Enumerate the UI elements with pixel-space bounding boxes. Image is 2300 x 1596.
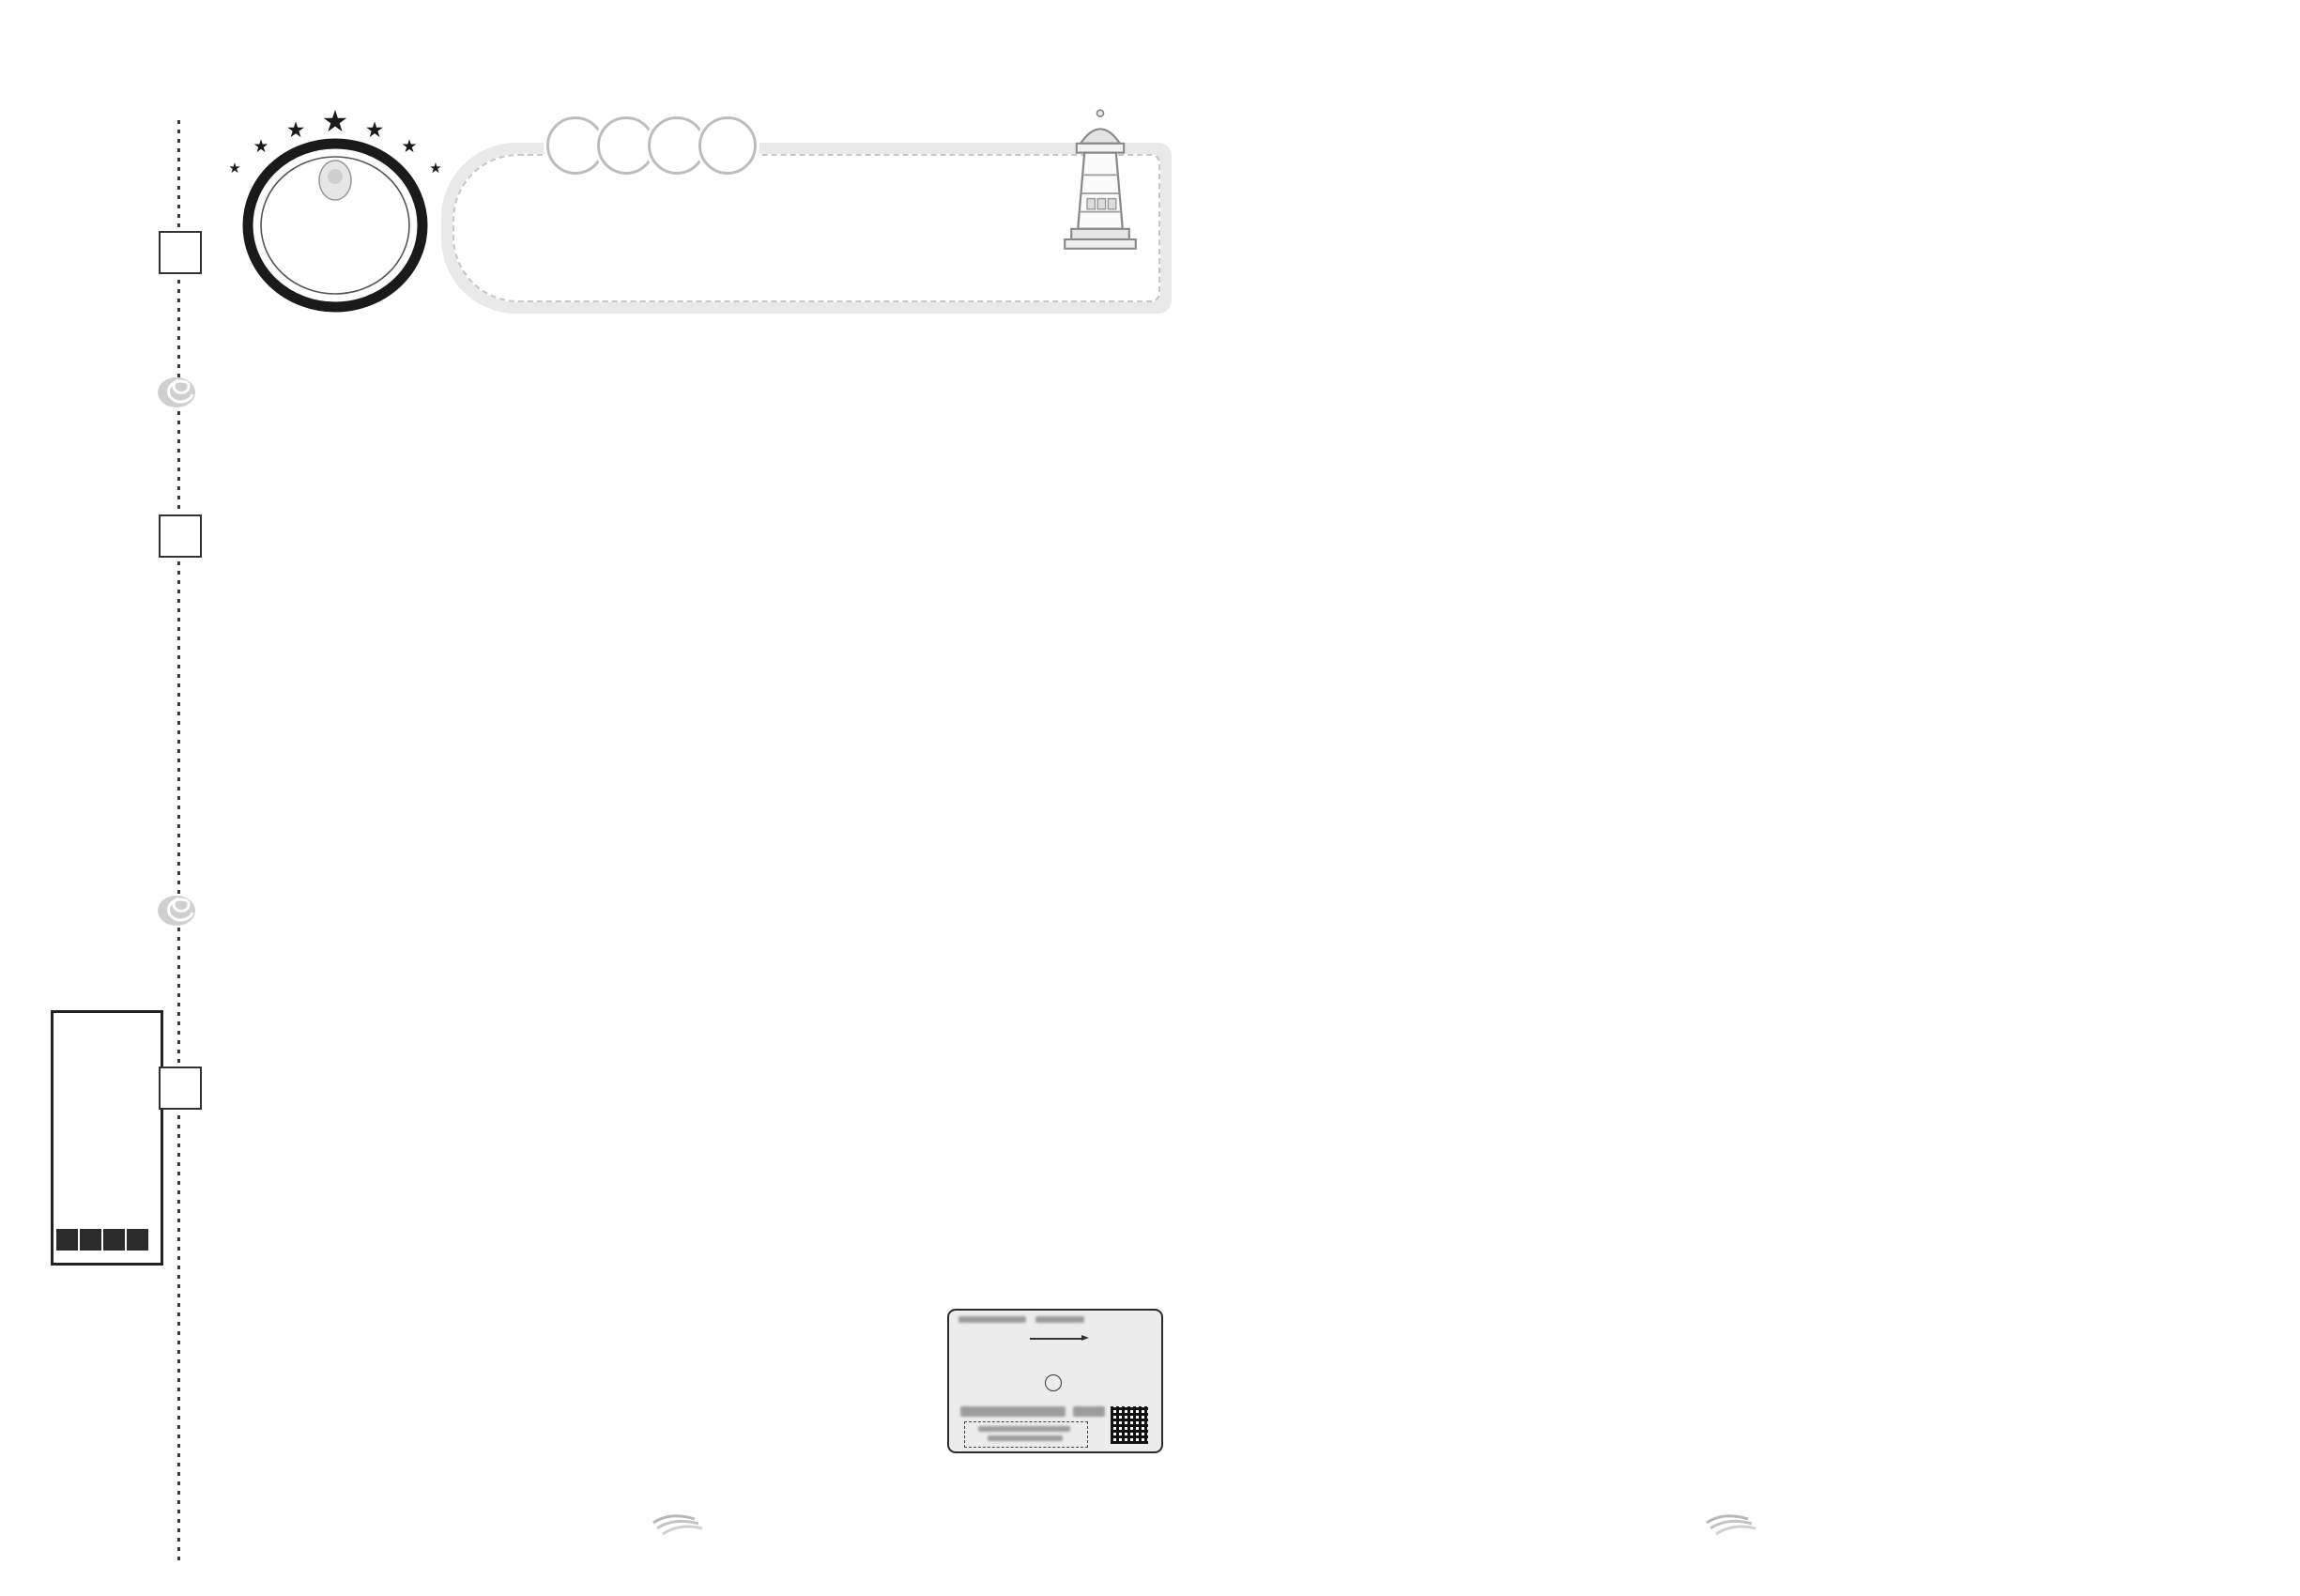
brand-logo [199,100,471,325]
svg-text:★: ★ [228,160,241,176]
wave-icon [1703,1510,1769,1541]
train-ticket [947,1309,1163,1453]
blurred-text [1035,1316,1084,1323]
badge-char [648,116,706,175]
notice-box [51,1010,163,1266]
ticket-dashed-box [964,1421,1088,1448]
binding-dotted-line [177,120,180,1561]
blurred-serial [1073,1406,1105,1417]
svg-text:★: ★ [401,136,418,157]
seal-char-box [159,514,202,558]
qr-code [1111,1406,1148,1444]
seal-char-box [159,231,202,274]
swirl-ornament-icon [154,372,199,418]
unit-badge [554,116,757,175]
ticket-date-line [958,1359,964,1373]
svg-text:★: ★ [429,160,442,176]
notice-header [56,1229,148,1251]
wave-icon [650,1510,715,1541]
svg-text:★: ★ [321,103,349,139]
ticket-channel-badge [1045,1374,1062,1391]
svg-text:★: ★ [364,118,385,143]
swirl-ornament-icon [154,890,199,936]
svg-text:★: ★ [285,118,306,143]
route-arrow [1030,1338,1082,1340]
series-label [796,113,806,142]
svg-text:★: ★ [253,136,269,157]
badge-char [546,116,605,175]
lighthouse-icon [1061,105,1140,260]
notice-lines [56,1016,148,1224]
blurred-text [958,1316,1026,1323]
badge-char [698,116,757,175]
blurred-serial [960,1406,1066,1417]
badge-char [597,116,655,175]
seal-char-box [159,1067,202,1110]
